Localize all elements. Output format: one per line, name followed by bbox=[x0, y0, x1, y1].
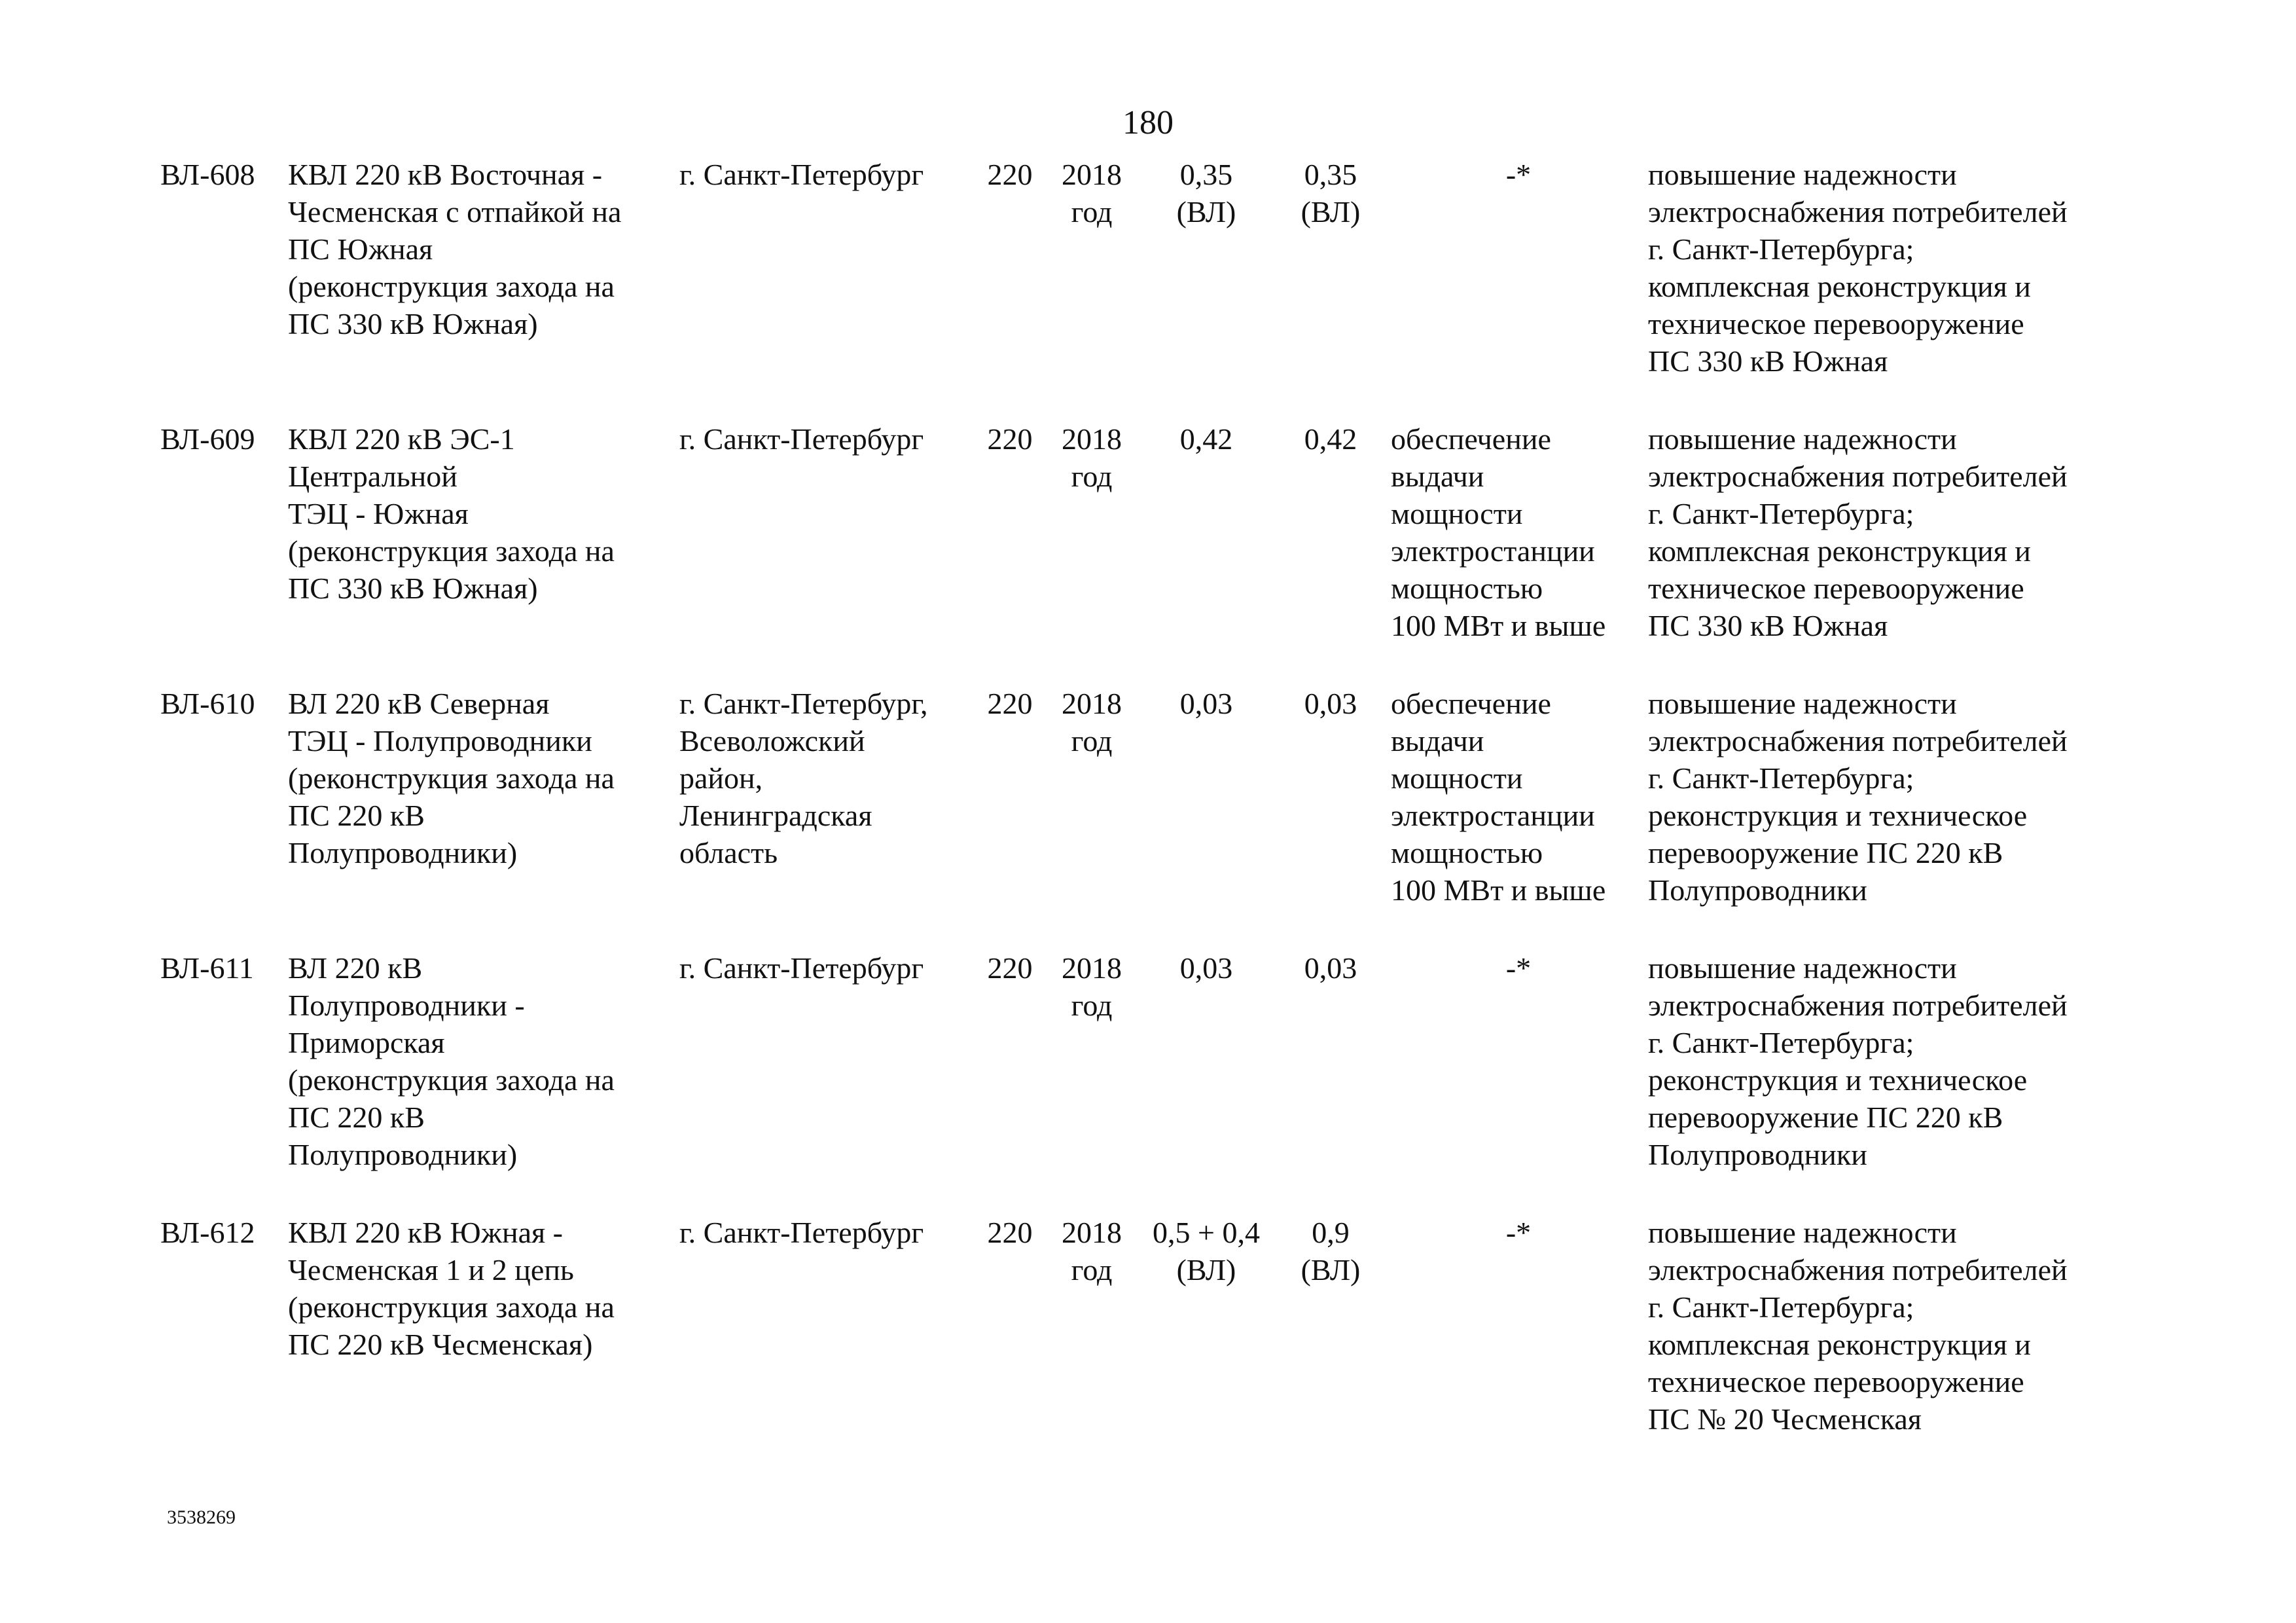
object-name: ВЛ 220 кВ Северная ТЭЦ - Полупроводники (реконструкция захода на ПС 220 кВ Полупроводники) bbox=[288, 687, 615, 869]
object-voltage: 220 bbox=[987, 158, 1033, 191]
object-purpose: повышение надежности электроснабжения потребителей г. Санкт-Петербурга; комплексная реконструкция и техническое перевооружение ПС № 20 Чесменская bbox=[1648, 1216, 2068, 1436]
object-year: 2018 год bbox=[1062, 1216, 1122, 1286]
object-voltage: 220 bbox=[987, 951, 1033, 985]
table-row bbox=[0, 949, 2296, 1214]
object-purpose: повышение надежности электроснабжения потребителей г. Санкт-Петербурга; комплексная реконструкция и техническое перевооружение ПС 330 кВ Южная bbox=[1648, 158, 2068, 378]
table-row bbox=[0, 1214, 2296, 1478]
object-code: ВЛ-610 bbox=[160, 687, 255, 720]
object-year: 2018 год bbox=[1062, 422, 1122, 493]
table-row bbox=[0, 156, 2296, 420]
object-code: ВЛ-612 bbox=[160, 1216, 255, 1249]
object-year: 2018 год bbox=[1062, 158, 1122, 228]
object-code: ВЛ-608 bbox=[160, 158, 255, 191]
object-requirement: обеспечение выдачи мощности электростанции мощностью 100 МВт и выше bbox=[1391, 687, 1606, 907]
object-length-2: 0,03 bbox=[1304, 687, 1357, 720]
object-purpose: повышение надежности электроснабжения потребителей г. Санкт-Петербурга; реконструкция и техническое перевооружение ПС 220 кВ Полупроводники bbox=[1648, 951, 2068, 1171]
object-purpose: повышение надежности электроснабжения потребителей г. Санкт-Петербурга; реконструкция и техническое перевооружение ПС 220 кВ Полупроводники bbox=[1648, 687, 2068, 907]
object-year: 2018 год bbox=[1062, 951, 1122, 1022]
object-voltage: 220 bbox=[987, 687, 1033, 720]
object-length-1: 0,35 (ВЛ) bbox=[1176, 158, 1236, 228]
object-length-1: 0,03 bbox=[1179, 687, 1233, 720]
table-body bbox=[0, 156, 2296, 1478]
page-number: 180 bbox=[1122, 104, 1174, 141]
object-length-2: 0,35 (ВЛ) bbox=[1300, 158, 1361, 228]
object-length-1: 0,42 bbox=[1179, 422, 1233, 456]
object-requirement: обеспечение выдачи мощности электростанции мощностью 100 МВт и выше bbox=[1391, 422, 1606, 642]
object-name: КВЛ 220 кВ Южная - Чесменская 1 и 2 цепь (реконструкция захода на ПС 220 кВ Чесменская) bbox=[288, 1216, 615, 1361]
object-requirement: -* bbox=[1505, 158, 1532, 191]
object-name: КВЛ 220 кВ ЭС-1 Центральной ТЭЦ - Южная (реконструкция захода на ПС 330 кВ Южная) bbox=[288, 422, 615, 605]
object-length-1: 0,5 + 0,4 (ВЛ) bbox=[1153, 1216, 1260, 1286]
object-length-1: 0,03 bbox=[1179, 951, 1233, 985]
object-length-2: 0,03 bbox=[1304, 951, 1357, 985]
object-region: г. Санкт-Петербург bbox=[679, 1216, 924, 1249]
object-code: ВЛ-609 bbox=[160, 422, 255, 456]
object-length-2: 0,42 bbox=[1304, 422, 1357, 456]
object-year: 2018 год bbox=[1062, 687, 1122, 757]
object-requirement: -* bbox=[1505, 951, 1532, 985]
object-region: г. Санкт-Петербург bbox=[679, 422, 924, 456]
object-length-2: 0,9 (ВЛ) bbox=[1300, 1216, 1361, 1286]
object-region: г. Санкт-Петербург bbox=[679, 158, 924, 191]
object-region: г. Санкт-Петербург bbox=[679, 951, 924, 985]
table-row bbox=[0, 420, 2296, 685]
object-code: ВЛ-611 bbox=[160, 951, 254, 985]
object-name: КВЛ 220 кВ Восточная - Чесменская с отпайкой на ПС Южная (реконструкция захода на ПС 330 кВ Южная) bbox=[288, 158, 622, 340]
object-requirement: -* bbox=[1505, 1216, 1532, 1249]
object-name: ВЛ 220 кВ Полупроводники - Приморская (реконструкция захода на ПС 220 кВ Полупроводники) bbox=[288, 951, 615, 1171]
object-voltage: 220 bbox=[987, 422, 1033, 456]
document-id: 3538269 bbox=[167, 1506, 236, 1528]
object-purpose: повышение надежности электроснабжения потребителей г. Санкт-Петербурга; комплексная реконструкция и техническое перевооружение ПС 330 кВ Южная bbox=[1648, 422, 2068, 642]
object-region: г. Санкт-Петербург, Всеволожский район, Ленинградская область bbox=[679, 687, 928, 869]
table-row bbox=[0, 685, 2296, 949]
object-voltage: 220 bbox=[987, 1216, 1033, 1249]
